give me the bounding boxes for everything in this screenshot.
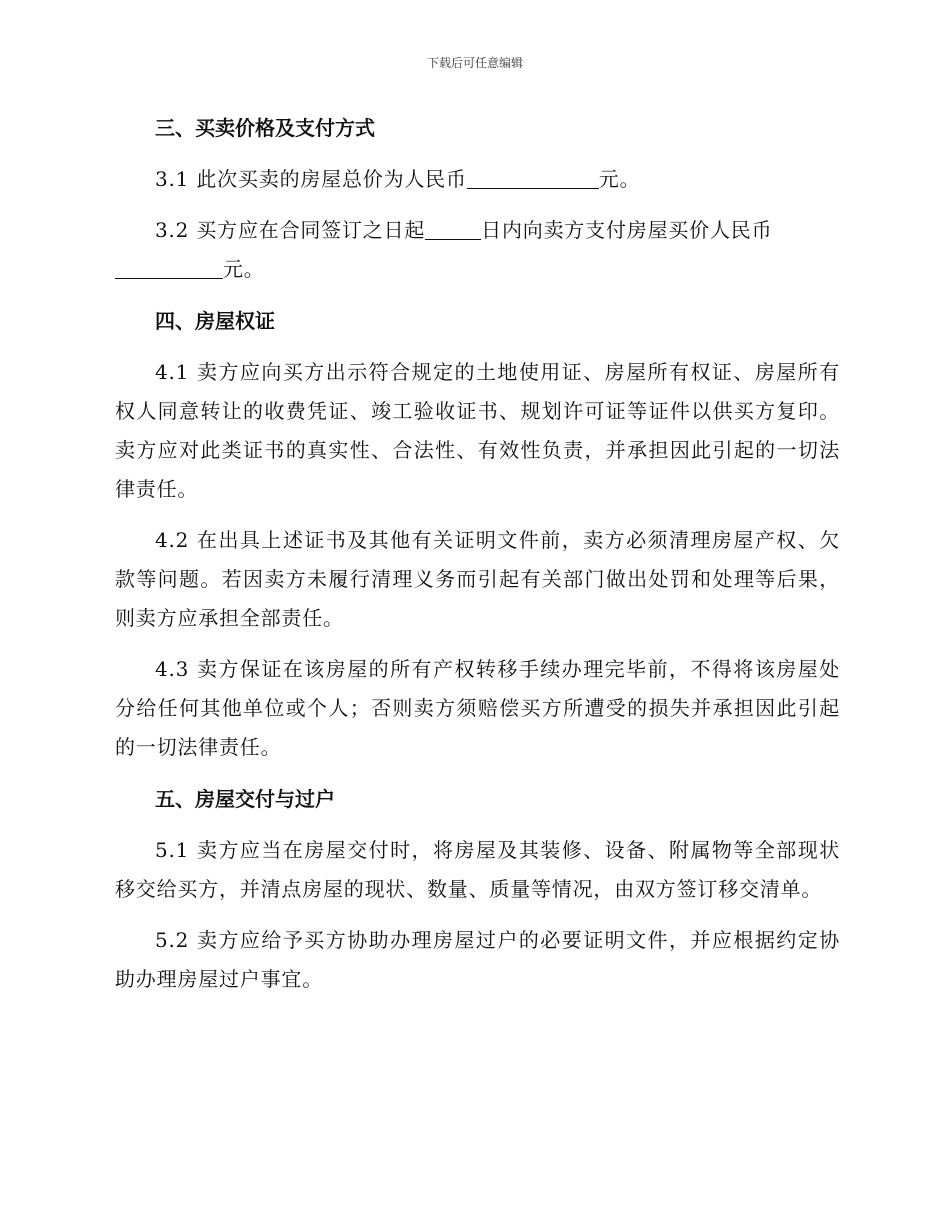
- paragraph-3-1-text: 3.1 此次买卖的房屋总价为人民币: [155, 167, 467, 191]
- section-3-title: 三、买卖价格及支付方式: [155, 116, 375, 140]
- paragraph-3-1: [115, 160, 840, 199]
- paragraph-3-2-text-b: 日内向卖方支付房屋买价人民币: [481, 218, 773, 242]
- document-body: [115, 108, 840, 1011]
- payment-amount-blank: [115, 256, 223, 279]
- header-note: 下载后可任意编辑: [426, 56, 523, 70]
- days-blank: [425, 217, 481, 240]
- paragraph-3-2: [115, 211, 840, 289]
- paragraph-3-2-text-a: 3.2 买方应在合同签订之日起: [155, 218, 426, 242]
- paragraph-3-1-unit: 元。: [598, 167, 641, 191]
- paragraph-3-2-unit: 元。: [223, 257, 265, 281]
- paragraph-4-2: 4.2 在出具上述证书及其他有关证明文件前，卖方必须清理房屋产权、欠款等问题。若因卖方未履行清理义务而引起有关部门做出处罚和处理等后果，则卖方应承担全部责任。: [115, 528, 840, 630]
- total-price-blank: [467, 166, 599, 189]
- section-4-title: 四、房屋权证: [155, 309, 275, 333]
- paragraph-5-2: 5.2 卖方应给予买方协助办理房屋过户的必要证明文件，并应根据约定协助办理房屋过户事宜。: [115, 928, 840, 991]
- section-5-title: 五、房屋交付与过户: [155, 787, 335, 811]
- paragraph-4-3: 4.3 卖方保证在该房屋的所有产权转移手续办理完毕前，不得将该房屋处分给任何其他单位或个人；否则卖方须赔偿买方所遭受的损失并承担因此引起的一切法律责任。: [115, 657, 840, 759]
- paragraph-4-1: 4.1 卖方应向买方出示符合规定的土地使用证、房屋所有权证、房屋所有权人同意转让的收费凭证、竣工验收证书、规划许可证等证件以供买方复印。卖方应对此类证书的真实性、合法性、有效性负责，并承担因此引起的一切法律责任。: [115, 360, 840, 501]
- paragraph-5-1: 5.1 卖方应当在房屋交付时，将房屋及其装修、设备、附属物等全部现状移交给买方，并清点房屋的现状、数量、质量等情况，由双方签订移交清单。: [115, 838, 840, 901]
